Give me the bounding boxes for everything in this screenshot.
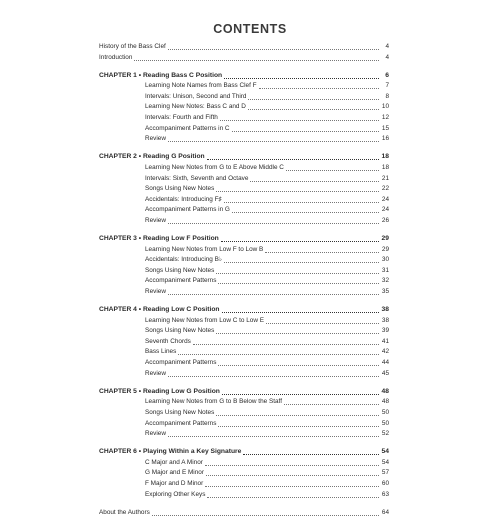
toc-entry-page-number: 22 — [381, 185, 389, 193]
toc-entry[interactable] — [99, 42, 389, 53]
toc-entry-label: Accompaniment Patterns in C — [145, 124, 230, 132]
toc-entry[interactable] — [99, 174, 389, 185]
toc-entry[interactable] — [99, 397, 389, 408]
dot-leader — [168, 429, 379, 437]
toc-entry[interactable] — [99, 347, 389, 358]
toc-entry[interactable] — [99, 369, 389, 380]
dot-leader — [168, 42, 379, 50]
dot-leader — [286, 163, 379, 171]
dot-leader — [193, 337, 379, 345]
toc-entry-page-number: 10 — [381, 103, 389, 111]
toc-entry[interactable] — [99, 287, 389, 298]
toc-entry[interactable] — [99, 81, 389, 92]
dot-leader — [220, 113, 379, 121]
toc-entry-label: History of the Bass Clef — [99, 43, 166, 50]
dot-leader — [224, 71, 379, 79]
chapter-heading-page-number: 18 — [381, 153, 389, 161]
toc-entry-page-number: 4 — [385, 43, 389, 50]
toc-entry-page-number: 57 — [381, 469, 389, 477]
toc-entry[interactable] — [99, 276, 389, 287]
chapter-heading-page-number: 6 — [385, 71, 389, 79]
dot-leader — [218, 358, 379, 366]
toc-entry-label: Accompaniment Patterns — [145, 359, 217, 367]
toc-entry-label: Review — [145, 135, 166, 143]
toc-entry-label: Learning New Notes from G to B Below the Staff — [145, 398, 282, 406]
toc-entry-label: Songs Using New Notes — [145, 327, 215, 335]
dot-leader — [168, 216, 379, 224]
toc-entry-page-number: 24 — [381, 195, 389, 203]
toc-entry-page-number: 39 — [381, 327, 389, 335]
toc-entry-page-number: 12 — [381, 114, 389, 122]
page-title: CONTENTS — [213, 22, 287, 36]
toc-entry-page-number: 41 — [381, 337, 389, 345]
toc-entry-page-number: 64 — [381, 508, 389, 516]
toc-entry-label: Learning Note Names from Bass Clef F — [145, 82, 257, 90]
toc-entry-page-number: 21 — [381, 174, 389, 182]
dot-leader — [232, 124, 379, 132]
dot-leader — [205, 479, 379, 487]
toc-entry-label: Bass Lines — [145, 348, 177, 356]
toc-entry-page-number: 35 — [381, 287, 389, 295]
toc-entry-page-number: 18 — [381, 163, 389, 171]
toc-entry[interactable] — [99, 266, 389, 277]
toc-entry[interactable] — [99, 358, 389, 369]
toc-entry-page-number: 30 — [381, 256, 389, 264]
toc-entry-label: Intervals: Sixth, Seventh and Octave — [145, 174, 249, 182]
toc-entry[interactable] — [99, 102, 389, 113]
chapter-heading-page-number: 38 — [381, 306, 389, 314]
toc-entry-label: G Major and E Minor — [145, 469, 204, 477]
toc-entry[interactable] — [99, 316, 389, 327]
toc-entry[interactable] — [99, 508, 389, 518]
chapter-heading-label: CHAPTER 4 • Reading Low C Position — [99, 306, 220, 314]
toc-entry-label: Accidentals: Introducing B♭ — [145, 256, 222, 264]
dot-leader — [248, 92, 379, 100]
dot-leader — [134, 53, 379, 61]
dot-leader — [168, 134, 379, 142]
chapter-heading-label: CHAPTER 1 • Reading Bass C Position — [99, 71, 223, 79]
toc-entry-page-number: 52 — [381, 430, 389, 438]
dot-leader — [265, 245, 379, 253]
dot-leader — [224, 195, 379, 203]
dot-leader — [218, 419, 379, 427]
toc-entry[interactable] — [99, 124, 389, 135]
toc-entry-label: Accompaniment Patterns — [145, 419, 217, 427]
dot-leader — [250, 174, 379, 182]
chapter-heading-page-number: 48 — [381, 387, 389, 395]
toc-entry[interactable] — [99, 205, 389, 216]
dot-leader — [284, 397, 379, 405]
chapter-heading[interactable] — [99, 152, 389, 163]
toc-entry[interactable] — [99, 419, 389, 430]
dot-leader — [222, 305, 380, 313]
chapter-heading[interactable] — [99, 305, 389, 316]
dot-leader — [243, 447, 379, 455]
toc-entry-label: C Major and A Minor — [145, 458, 203, 466]
chapter-heading-label: CHAPTER 6 • Playing Within a Key Signature — [99, 448, 242, 456]
toc-entry-label: Songs Using New Notes — [145, 266, 215, 274]
toc-entry-page-number: 42 — [381, 348, 389, 356]
toc-entry-label: Review — [145, 369, 166, 377]
toc-entry-label: Learning New Notes from Low C to Low E — [145, 316, 264, 324]
toc-entry-label: Seventh Chords — [145, 337, 191, 345]
toc-entry[interactable] — [99, 245, 389, 256]
toc-entry-page-number: 45 — [381, 369, 389, 377]
dot-leader — [207, 152, 379, 160]
chapter-heading-label: CHAPTER 2 • Reading G Position — [99, 153, 205, 161]
toc-entry-page-number: 4 — [385, 53, 389, 61]
dot-leader — [216, 326, 379, 334]
toc-entry[interactable] — [99, 163, 389, 174]
toc-entry-page-number: 50 — [381, 408, 389, 416]
toc-entry-label: Introduction — [99, 53, 133, 61]
dot-leader — [152, 508, 379, 516]
toc-entry[interactable] — [99, 458, 389, 469]
toc-entry-page-number: 48 — [381, 398, 389, 406]
dot-leader — [207, 490, 379, 498]
toc-entry-page-number: 50 — [381, 419, 389, 427]
toc-entry[interactable] — [99, 113, 389, 124]
toc-entry[interactable] — [99, 490, 389, 501]
toc-entry-label: Learning New Notes from Low F to Low B — [145, 245, 264, 253]
table-of-contents — [99, 42, 389, 518]
toc-entry-label: Accidentals: Introducing F♯ — [145, 195, 222, 203]
toc-entry-page-number: 32 — [381, 277, 389, 285]
toc-entry-label: About the Authors — [99, 508, 150, 516]
toc-entry[interactable] — [99, 326, 389, 337]
toc-entry-label: Review — [145, 216, 166, 224]
toc-entry[interactable] — [99, 468, 389, 479]
toc-entry-label: Intervals: Unison, Second and Third — [145, 92, 247, 100]
toc-entry[interactable] — [99, 134, 389, 145]
chapter-heading-label: CHAPTER 5 • Reading Low G Position — [99, 387, 220, 395]
chapter-heading[interactable] — [99, 71, 389, 82]
toc-entry-label: Review — [145, 430, 166, 438]
toc-entry[interactable] — [99, 255, 389, 266]
toc-entry-label: Review — [145, 287, 166, 295]
dot-leader — [221, 234, 379, 242]
chapter-heading-label: CHAPTER 3 • Reading Low F Position — [99, 235, 219, 242]
dot-leader — [232, 205, 379, 213]
dot-leader — [178, 347, 379, 355]
toc-entry[interactable] — [99, 92, 389, 103]
dot-leader — [248, 102, 379, 110]
toc-entry[interactable] — [99, 408, 389, 419]
chapter-heading[interactable] — [99, 447, 389, 458]
toc-entry[interactable] — [99, 216, 389, 227]
chapter-heading-page-number: 54 — [381, 448, 389, 456]
toc-entry[interactable] — [99, 53, 389, 64]
toc-entry-page-number: 15 — [381, 124, 389, 132]
toc-entry[interactable] — [99, 184, 389, 195]
toc-entry-page-number: 29 — [381, 245, 389, 253]
toc-entry-page-number: 26 — [381, 216, 389, 224]
chapter-heading[interactable] — [99, 387, 389, 398]
toc-entry-label: Accompaniment Patterns — [145, 277, 217, 285]
toc-entry-label: Intervals: Fourth and Fifth — [145, 114, 218, 122]
toc-entry[interactable] — [99, 479, 389, 490]
toc-entry-label: Accompaniment Patterns in G — [145, 206, 230, 214]
toc-entry[interactable] — [99, 337, 389, 348]
dot-leader — [216, 408, 379, 416]
dot-leader — [216, 184, 379, 192]
dot-leader — [222, 387, 379, 395]
dot-leader — [168, 287, 379, 295]
toc-entry-page-number: 44 — [381, 359, 389, 367]
toc-entry-label: Songs Using New Notes — [145, 185, 215, 193]
toc-entry[interactable] — [99, 195, 389, 206]
toc-entry-page-number: 54 — [381, 458, 389, 466]
dot-leader — [218, 276, 379, 284]
toc-entry-label: F Major and D Minor — [145, 479, 204, 487]
toc-entry-page-number: 16 — [381, 135, 389, 143]
toc-entry-label: Songs Using New Notes — [145, 408, 215, 416]
toc-entry-label: Exploring Other Keys — [145, 490, 206, 498]
toc-entry-page-number: 60 — [381, 479, 389, 487]
toc-entry-page-number: 24 — [381, 206, 389, 214]
chapter-heading-page-number: 29 — [381, 235, 389, 242]
dot-leader — [216, 266, 379, 274]
dot-leader — [266, 316, 379, 324]
toc-entry-label: Learning New Notes: Bass C and D — [145, 103, 246, 111]
dot-leader — [224, 255, 379, 263]
dot-leader — [168, 369, 379, 377]
dot-leader — [205, 458, 379, 466]
toc-entry-page-number: 31 — [381, 266, 389, 274]
toc-entry-page-number: 38 — [381, 316, 389, 324]
toc-entry-label: Learning New Notes from G to E Above Middle C — [145, 163, 284, 171]
dot-leader — [259, 81, 379, 89]
toc-entry-page-number: 7 — [385, 82, 389, 90]
toc-entry-page-number: 8 — [385, 92, 389, 100]
toc-entry-page-number: 63 — [381, 490, 389, 498]
toc-entry[interactable] — [99, 429, 389, 440]
chapter-heading[interactable] — [99, 234, 389, 245]
dot-leader — [206, 468, 379, 476]
